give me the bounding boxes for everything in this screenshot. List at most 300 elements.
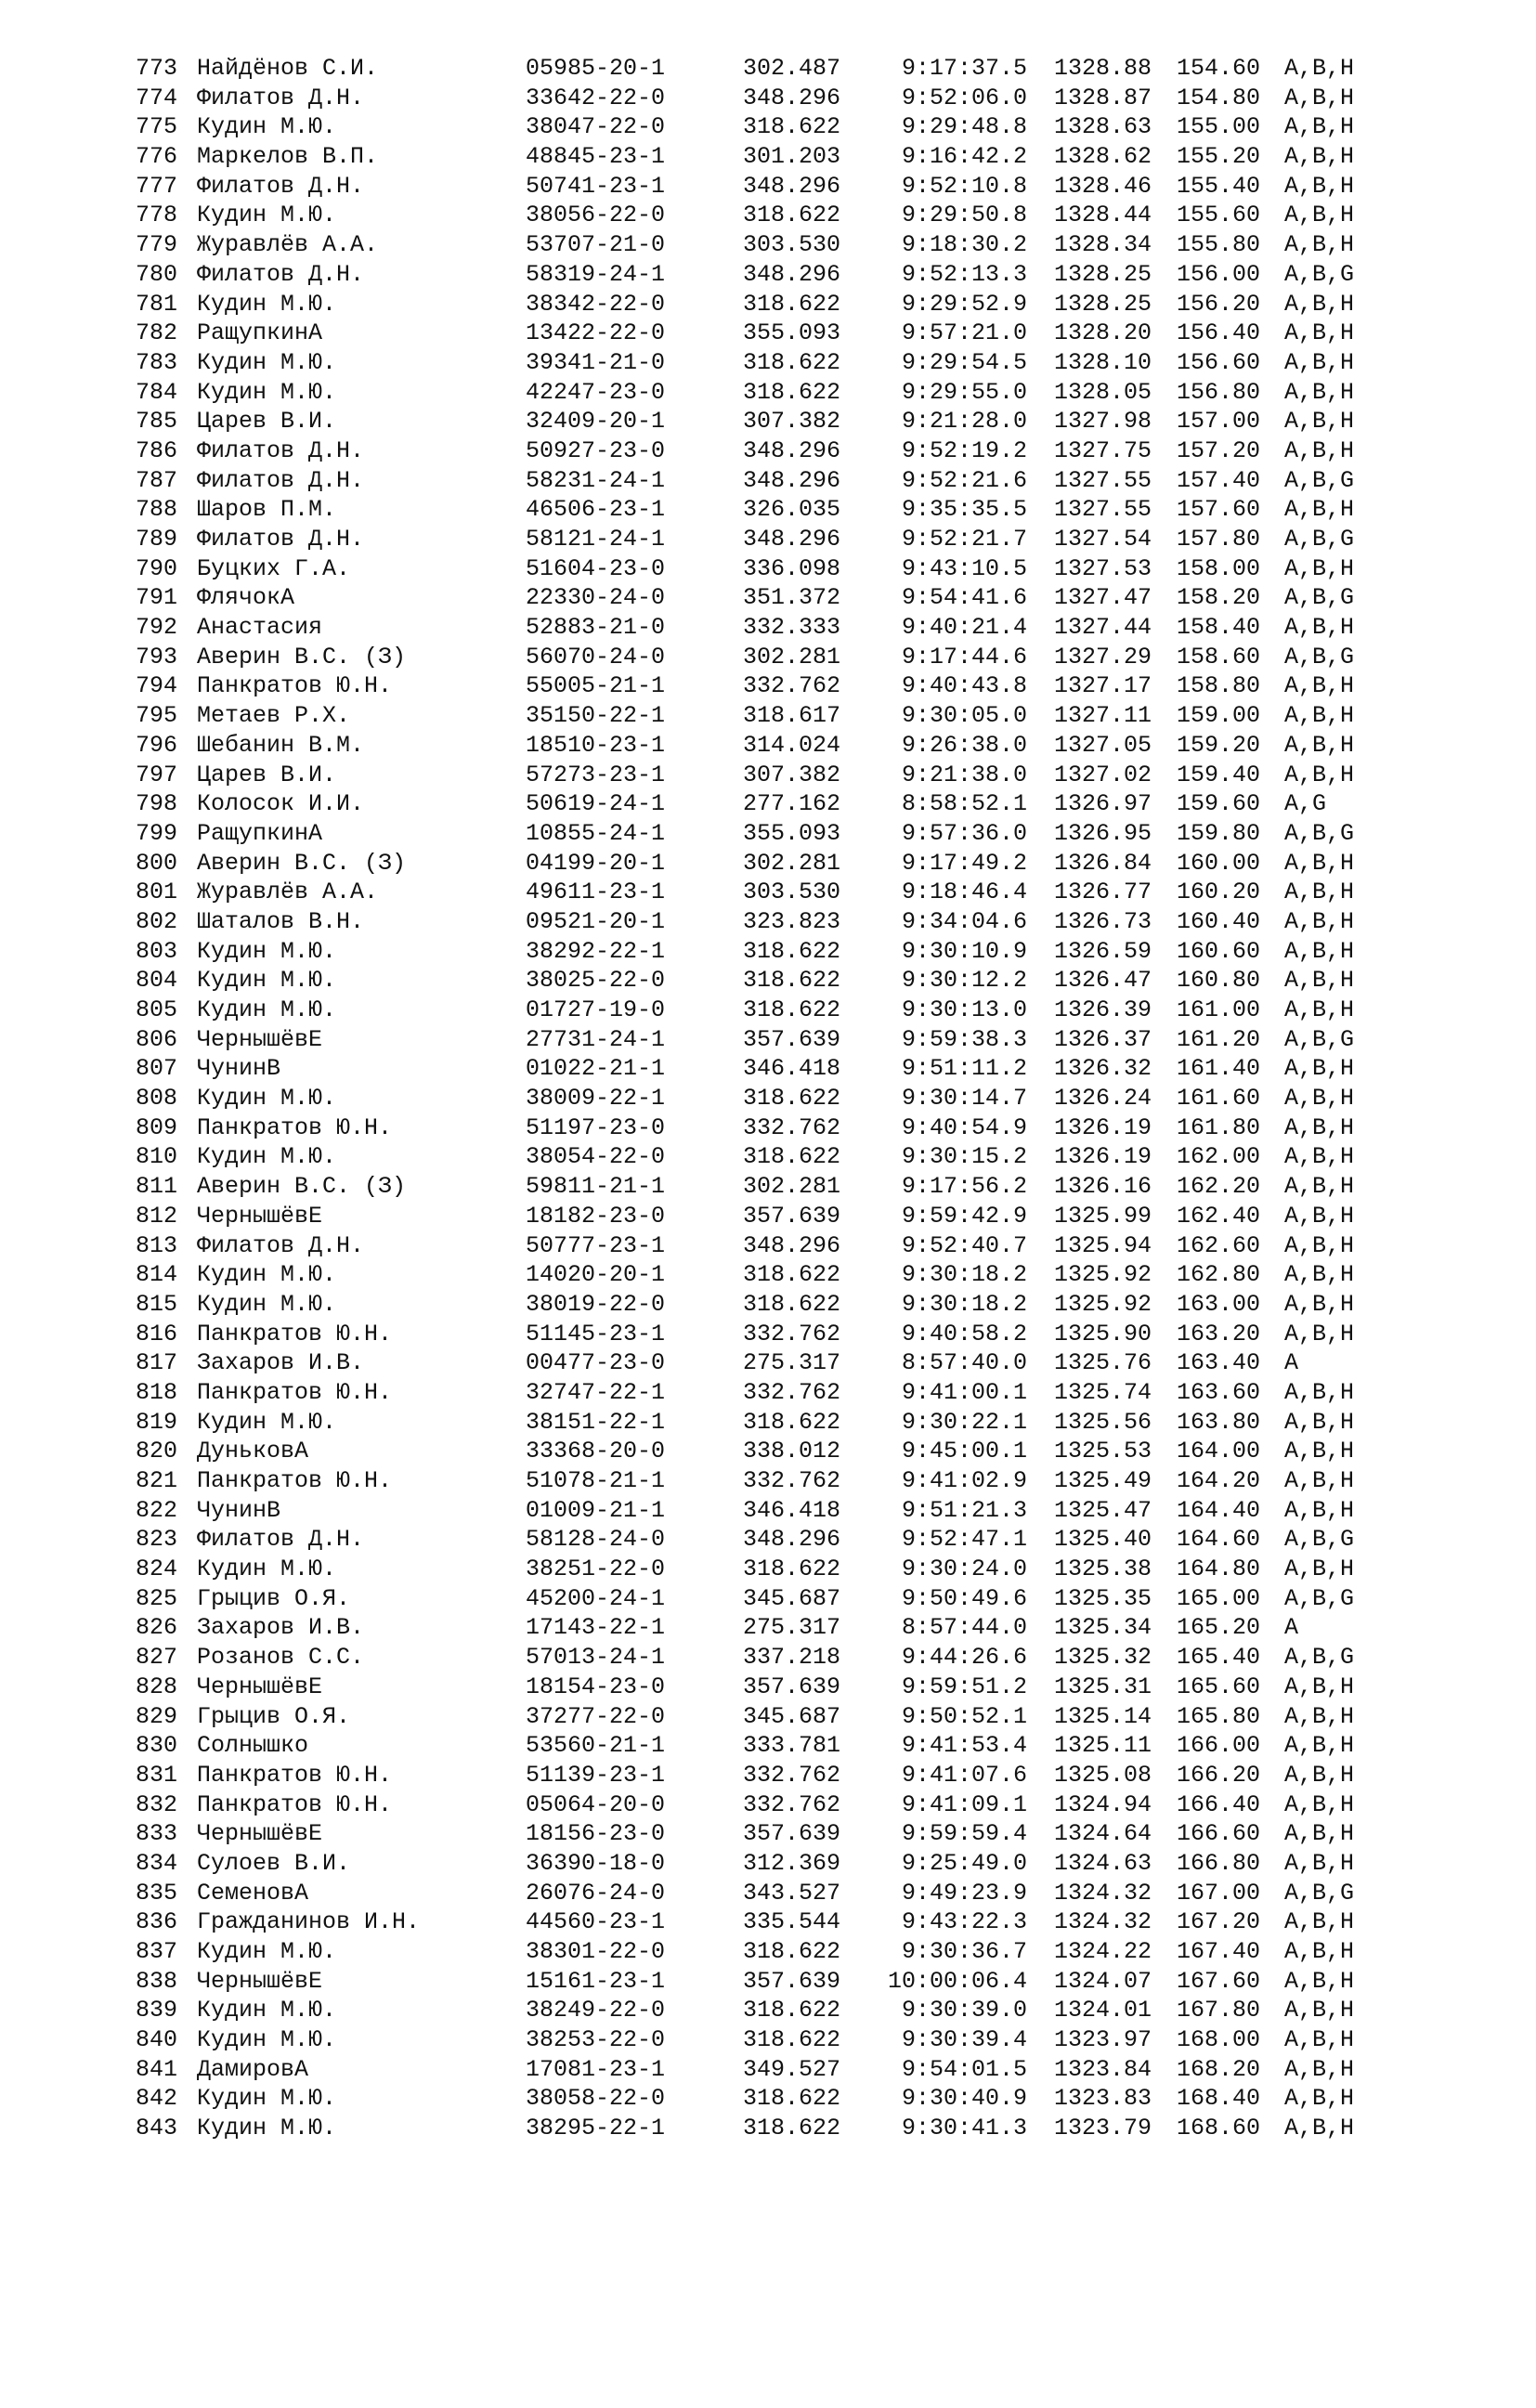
row-number: 776	[136, 143, 178, 171]
participant-name: Панкратов Ю.Н.	[197, 1790, 393, 1818]
ring-number: 51078-21-1	[526, 1467, 666, 1494]
points: 168.20	[1177, 2055, 1261, 2083]
arrival-time: 9:26:38.0	[901, 731, 1027, 759]
distance: 346.418	[743, 1055, 841, 1083]
categories: A,B,H	[1284, 1702, 1355, 1730]
distance: 355.093	[743, 319, 841, 347]
row-number: 788	[136, 496, 178, 524]
participant-name: ЧунинВ	[197, 1496, 281, 1524]
ring-number: 49611-23-1	[526, 879, 666, 906]
speed: 1325.53	[1054, 1438, 1152, 1465]
speed: 1327.29	[1054, 643, 1152, 670]
row-number: 814	[136, 1261, 178, 1289]
ring-number: 01022-21-1	[526, 1055, 666, 1083]
speed: 1324.94	[1054, 1790, 1152, 1818]
participant-name: Захаров И.В.	[197, 1349, 365, 1377]
result-row	[0, 112, 1536, 142]
points: 159.60	[1177, 790, 1261, 818]
distance: 348.296	[743, 1231, 841, 1259]
participant-name: Царев В.И.	[197, 408, 337, 436]
points: 154.80	[1177, 84, 1261, 111]
distance: 318.622	[743, 1261, 841, 1289]
distance: 326.035	[743, 496, 841, 524]
speed: 1325.56	[1054, 1408, 1152, 1436]
speed: 1328.20	[1054, 319, 1152, 347]
categories: A,B,G	[1284, 819, 1355, 847]
result-row	[0, 1702, 1536, 1732]
ring-number: 50927-23-0	[526, 436, 666, 464]
arrival-time: 9:30:40.9	[901, 2085, 1027, 2113]
categories: A,B,G	[1284, 1526, 1355, 1554]
row-number: 817	[136, 1349, 178, 1377]
ring-number: 58319-24-1	[526, 260, 666, 288]
row-number: 797	[136, 761, 178, 788]
categories: A,B,G	[1284, 526, 1355, 553]
participant-name: Журавлёв А.А.	[197, 231, 379, 259]
categories: A,B,G	[1284, 584, 1355, 612]
row-number: 796	[136, 731, 178, 759]
ring-number: 09521-20-1	[526, 907, 666, 935]
speed: 1325.34	[1054, 1614, 1152, 1642]
arrival-time: 9:30:36.7	[901, 1938, 1027, 1965]
distance: 337.218	[743, 1644, 841, 1672]
distance: 357.639	[743, 1202, 841, 1230]
participant-name: Грыцив О.Я.	[197, 1584, 351, 1612]
speed: 1323.84	[1054, 2055, 1152, 2083]
distance: 332.762	[743, 672, 841, 700]
points: 162.00	[1177, 1143, 1261, 1171]
ring-number: 50777-23-1	[526, 1231, 666, 1259]
categories: A,B,G	[1284, 1644, 1355, 1672]
categories: A,B,G	[1284, 1025, 1355, 1053]
row-number: 784	[136, 378, 178, 406]
distance: 318.622	[743, 348, 841, 376]
result-row	[0, 1790, 1536, 1820]
row-number: 795	[136, 702, 178, 730]
arrival-time: 8:58:52.1	[901, 790, 1027, 818]
result-row	[0, 937, 1536, 967]
ring-number: 38295-22-1	[526, 2115, 666, 2142]
speed: 1323.83	[1054, 2085, 1152, 2113]
ring-number: 15161-23-1	[526, 1967, 666, 1995]
ring-number: 38151-22-1	[526, 1408, 666, 1436]
points: 157.80	[1177, 526, 1261, 553]
arrival-time: 9:43:10.5	[901, 554, 1027, 582]
result-row	[0, 2025, 1536, 2055]
points: 166.20	[1177, 1761, 1261, 1789]
categories: A,B,H	[1284, 2026, 1355, 2054]
result-row	[0, 1378, 1536, 1408]
row-number: 830	[136, 1732, 178, 1760]
participant-name: Кудин М.Ю.	[197, 2115, 337, 2142]
arrival-time: 9:59:59.4	[901, 1820, 1027, 1848]
row-number: 837	[136, 1938, 178, 1965]
distance: 348.296	[743, 172, 841, 200]
ring-number: 26076-24-0	[526, 1879, 666, 1907]
row-number: 841	[136, 2055, 178, 2083]
participant-name: ЧернышёвЕ	[197, 1025, 323, 1053]
arrival-time: 9:57:21.0	[901, 319, 1027, 347]
categories: A,B,H	[1284, 1555, 1355, 1583]
categories: A,B,H	[1284, 1143, 1355, 1171]
result-row	[0, 583, 1536, 613]
participant-name: Кудин М.Ю.	[197, 202, 337, 229]
row-number: 818	[136, 1378, 178, 1406]
result-row	[0, 1348, 1536, 1378]
ring-number: 58231-24-1	[526, 466, 666, 494]
participant-name: Кудин М.Ю.	[197, 1555, 337, 1583]
categories: A,B,H	[1284, 2055, 1355, 2083]
ring-number: 38019-22-0	[526, 1290, 666, 1318]
ring-number: 27731-24-1	[526, 1025, 666, 1053]
arrival-time: 9:57:36.0	[901, 819, 1027, 847]
arrival-time: 8:57:44.0	[901, 1614, 1027, 1642]
row-number: 775	[136, 113, 178, 141]
points: 160.60	[1177, 937, 1261, 965]
participant-name: Кудин М.Ю.	[197, 1997, 337, 2024]
speed: 1325.08	[1054, 1761, 1152, 1789]
categories: A,B,H	[1284, 290, 1355, 318]
participant-name: Филатов Д.Н.	[197, 526, 365, 553]
result-row	[0, 1466, 1536, 1496]
arrival-time: 9:54:01.5	[901, 2055, 1027, 2083]
arrival-time: 9:59:42.9	[901, 1202, 1027, 1230]
speed: 1327.54	[1054, 526, 1152, 553]
participant-name: Сулоев В.И.	[197, 1849, 351, 1877]
result-row	[0, 1084, 1536, 1113]
ring-number: 10855-24-1	[526, 819, 666, 847]
arrival-time: 9:34:04.6	[901, 907, 1027, 935]
ring-number: 46506-23-1	[526, 496, 666, 524]
row-number: 829	[136, 1702, 178, 1730]
participant-name: Панкратов Ю.Н.	[197, 1113, 393, 1141]
speed: 1326.84	[1054, 849, 1152, 877]
result-row	[0, 789, 1536, 819]
categories: A,B,H	[1284, 1231, 1355, 1259]
distance: 332.333	[743, 614, 841, 642]
points: 167.80	[1177, 1997, 1261, 2024]
distance: 303.530	[743, 879, 841, 906]
points: 162.20	[1177, 1173, 1261, 1201]
points: 162.60	[1177, 1231, 1261, 1259]
distance: 357.639	[743, 1025, 841, 1053]
result-row	[0, 319, 1536, 348]
speed: 1326.47	[1054, 967, 1152, 995]
categories: A,B,H	[1284, 1113, 1355, 1141]
result-row	[0, 643, 1536, 672]
arrival-time: 9:41:09.1	[901, 1790, 1027, 1818]
participant-name: Найдёнов С.И.	[197, 55, 379, 82]
speed: 1323.79	[1054, 2115, 1152, 2142]
participant-name: ЧернышёвЕ	[197, 1202, 323, 1230]
result-row	[0, 1613, 1536, 1643]
categories: A,B,H	[1284, 1173, 1355, 1201]
distance: 301.203	[743, 143, 841, 171]
arrival-time: 9:41:53.4	[901, 1732, 1027, 1760]
row-number: 836	[136, 1908, 178, 1936]
participant-name: Кудин М.Ю.	[197, 1261, 337, 1289]
categories: A,B,G	[1284, 1879, 1355, 1907]
categories: A,B,H	[1284, 907, 1355, 935]
speed: 1325.38	[1054, 1555, 1152, 1583]
ring-number: 35150-22-1	[526, 702, 666, 730]
speed: 1327.55	[1054, 496, 1152, 524]
categories: A,B,H	[1284, 672, 1355, 700]
arrival-time: 9:40:43.8	[901, 672, 1027, 700]
distance: 323.823	[743, 907, 841, 935]
participant-name: Кудин М.Ю.	[197, 378, 337, 406]
result-row	[0, 2084, 1536, 2114]
categories: A,B,H	[1284, 731, 1355, 759]
categories: A,B,H	[1284, 172, 1355, 200]
result-row	[0, 1731, 1536, 1761]
participant-name: Панкратов Ю.Н.	[197, 672, 393, 700]
points: 161.80	[1177, 1113, 1261, 1141]
row-number: 779	[136, 231, 178, 259]
participant-name: Панкратов Ю.Н.	[197, 1320, 393, 1347]
distance: 302.281	[743, 849, 841, 877]
categories: A	[1284, 1349, 1299, 1377]
distance: 332.762	[743, 1790, 841, 1818]
points: 165.80	[1177, 1702, 1261, 1730]
participant-name: Аверин В.С. (З)	[197, 643, 407, 670]
distance: 338.012	[743, 1438, 841, 1465]
arrival-time: 9:17:44.6	[901, 643, 1027, 670]
arrival-time: 9:30:10.9	[901, 937, 1027, 965]
categories: A,B,H	[1284, 1849, 1355, 1877]
result-row	[0, 436, 1536, 466]
arrival-time: 9:30:22.1	[901, 1408, 1027, 1436]
row-number: 824	[136, 1555, 178, 1583]
distance: 312.369	[743, 1849, 841, 1877]
ring-number: 57013-24-1	[526, 1644, 666, 1672]
speed: 1324.32	[1054, 1908, 1152, 1936]
speed: 1325.99	[1054, 1202, 1152, 1230]
arrival-time: 9:52:06.0	[901, 84, 1027, 111]
distance: 332.762	[743, 1467, 841, 1494]
arrival-time: 9:18:46.4	[901, 879, 1027, 906]
arrival-time: 9:17:49.2	[901, 849, 1027, 877]
participant-name: Солнышко	[197, 1732, 309, 1760]
categories: A,B,H	[1284, 1673, 1355, 1700]
arrival-time: 9:29:48.8	[901, 113, 1027, 141]
points: 165.40	[1177, 1644, 1261, 1672]
speed: 1325.49	[1054, 1467, 1152, 1494]
points: 159.80	[1177, 819, 1261, 847]
participant-name: Кудин М.Ю.	[197, 1290, 337, 1318]
speed: 1326.59	[1054, 937, 1152, 965]
result-row	[0, 1320, 1536, 1349]
ring-number: 38253-22-0	[526, 2026, 666, 2054]
distance: 318.622	[743, 1143, 841, 1171]
row-number: 811	[136, 1173, 178, 1201]
points: 160.80	[1177, 967, 1261, 995]
ring-number: 51139-23-1	[526, 1761, 666, 1789]
arrival-time: 9:30:13.0	[901, 996, 1027, 1023]
ring-number: 51145-23-1	[526, 1320, 666, 1347]
participant-name: Кудин М.Ю.	[197, 290, 337, 318]
points: 166.60	[1177, 1820, 1261, 1848]
result-row	[0, 671, 1536, 701]
speed: 1325.40	[1054, 1526, 1152, 1554]
distance: 318.622	[743, 1555, 841, 1583]
speed: 1328.25	[1054, 290, 1152, 318]
participant-name: ЧернышёвЕ	[197, 1820, 323, 1848]
speed: 1325.90	[1054, 1320, 1152, 1347]
result-row	[0, 1113, 1536, 1143]
categories: A,B,H	[1284, 1408, 1355, 1436]
speed: 1326.16	[1054, 1173, 1152, 1201]
distance: 318.622	[743, 1408, 841, 1436]
points: 167.20	[1177, 1908, 1261, 1936]
arrival-time: 9:52:19.2	[901, 436, 1027, 464]
ring-number: 18156-23-0	[526, 1820, 666, 1848]
row-number: 792	[136, 614, 178, 642]
categories: A,B,H	[1284, 1320, 1355, 1347]
points: 161.60	[1177, 1085, 1261, 1113]
speed: 1328.63	[1054, 113, 1152, 141]
distance: 343.527	[743, 1879, 841, 1907]
points: 163.60	[1177, 1378, 1261, 1406]
participant-name: Захаров И.В.	[197, 1614, 365, 1642]
distance: 275.317	[743, 1614, 841, 1642]
speed: 1328.62	[1054, 143, 1152, 171]
row-number: 801	[136, 879, 178, 906]
categories: A,B,H	[1284, 143, 1355, 171]
result-row	[0, 1879, 1536, 1908]
speed: 1328.46	[1054, 172, 1152, 200]
points: 163.00	[1177, 1290, 1261, 1318]
speed: 1325.74	[1054, 1378, 1152, 1406]
points: 166.00	[1177, 1732, 1261, 1760]
arrival-time: 9:41:07.6	[901, 1761, 1027, 1789]
categories: A,B,H	[1284, 378, 1355, 406]
distance: 318.622	[743, 996, 841, 1023]
speed: 1327.11	[1054, 702, 1152, 730]
points: 163.20	[1177, 1320, 1261, 1347]
row-number: 819	[136, 1408, 178, 1436]
ring-number: 18510-23-1	[526, 731, 666, 759]
distance: 318.622	[743, 937, 841, 965]
row-number: 839	[136, 1997, 178, 2024]
points: 156.60	[1177, 348, 1261, 376]
points: 157.60	[1177, 496, 1261, 524]
row-number: 809	[136, 1113, 178, 1141]
arrival-time: 9:18:30.2	[901, 231, 1027, 259]
ring-number: 39341-21-0	[526, 348, 666, 376]
participant-name: Филатов Д.Н.	[197, 172, 365, 200]
result-row	[0, 466, 1536, 496]
categories: A,B,H	[1284, 408, 1355, 436]
speed: 1328.88	[1054, 55, 1152, 82]
points: 164.20	[1177, 1467, 1261, 1494]
speed: 1327.44	[1054, 614, 1152, 642]
distance: 348.296	[743, 84, 841, 111]
speed: 1325.94	[1054, 1231, 1152, 1259]
ring-number: 38009-22-1	[526, 1085, 666, 1113]
row-number: 805	[136, 996, 178, 1023]
points: 167.60	[1177, 1967, 1261, 1995]
distance: 318.622	[743, 967, 841, 995]
arrival-time: 9:30:12.2	[901, 967, 1027, 995]
categories: A,B,H	[1284, 1496, 1355, 1524]
participant-name: Шаров П.М.	[197, 496, 337, 524]
ring-number: 38249-22-0	[526, 1997, 666, 2024]
result-row	[0, 407, 1536, 436]
categories: A,B,H	[1284, 1732, 1355, 1760]
participant-name: Шебанин В.М.	[197, 731, 365, 759]
arrival-time: 9:50:52.1	[901, 1702, 1027, 1730]
categories: A,B,H	[1284, 436, 1355, 464]
points: 164.60	[1177, 1526, 1261, 1554]
categories: A,B,H	[1284, 231, 1355, 259]
participant-name: Аверин В.С. (З)	[197, 849, 407, 877]
ring-number: 38058-22-0	[526, 2085, 666, 2113]
speed: 1324.63	[1054, 1849, 1152, 1877]
speed: 1324.32	[1054, 1879, 1152, 1907]
participant-name: Журавлёв А.А.	[197, 879, 379, 906]
categories: A,B,H	[1284, 996, 1355, 1023]
points: 156.20	[1177, 290, 1261, 318]
arrival-time: 9:21:38.0	[901, 761, 1027, 788]
participant-name: Филатов Д.Н.	[197, 466, 365, 494]
points: 162.80	[1177, 1261, 1261, 1289]
row-number: 774	[136, 84, 178, 111]
ring-number: 55005-21-1	[526, 672, 666, 700]
categories: A,B,H	[1284, 1761, 1355, 1789]
speed: 1328.10	[1054, 348, 1152, 376]
ring-number: 50619-24-1	[526, 790, 666, 818]
points: 168.60	[1177, 2115, 1261, 2142]
ring-number: 13422-22-0	[526, 319, 666, 347]
points: 168.00	[1177, 2026, 1261, 2054]
row-number: 799	[136, 819, 178, 847]
speed: 1327.75	[1054, 436, 1152, 464]
result-row	[0, 1555, 1536, 1584]
ring-number: 37277-22-0	[526, 1702, 666, 1730]
result-row	[0, 849, 1536, 879]
points: 168.40	[1177, 2085, 1261, 2113]
participant-name: Царев В.И.	[197, 761, 337, 788]
result-row	[0, 290, 1536, 319]
ring-number: 17143-22-1	[526, 1614, 666, 1642]
ring-number: 22330-24-0	[526, 584, 666, 612]
categories: A,B,H	[1284, 1997, 1355, 2024]
distance: 348.296	[743, 260, 841, 288]
participant-name: Панкратов Ю.Н.	[197, 1761, 393, 1789]
categories: A,B,H	[1284, 1467, 1355, 1494]
result-row	[0, 1172, 1536, 1202]
result-row	[0, 1996, 1536, 2025]
distance: 336.098	[743, 554, 841, 582]
ring-number: 42247-23-0	[526, 378, 666, 406]
categories: A,B,H	[1284, 1938, 1355, 1965]
row-number: 778	[136, 202, 178, 229]
points: 158.80	[1177, 672, 1261, 700]
speed: 1328.25	[1054, 260, 1152, 288]
participant-name: Гражданинов И.Н.	[197, 1908, 421, 1936]
ring-number: 53707-21-0	[526, 231, 666, 259]
result-row	[0, 230, 1536, 260]
speed: 1326.77	[1054, 879, 1152, 906]
row-number: 808	[136, 1085, 178, 1113]
points: 159.20	[1177, 731, 1261, 759]
speed: 1326.73	[1054, 907, 1152, 935]
distance: 302.281	[743, 1173, 841, 1201]
speed: 1328.34	[1054, 231, 1152, 259]
categories: A,B,G	[1284, 466, 1355, 494]
row-number: 794	[136, 672, 178, 700]
